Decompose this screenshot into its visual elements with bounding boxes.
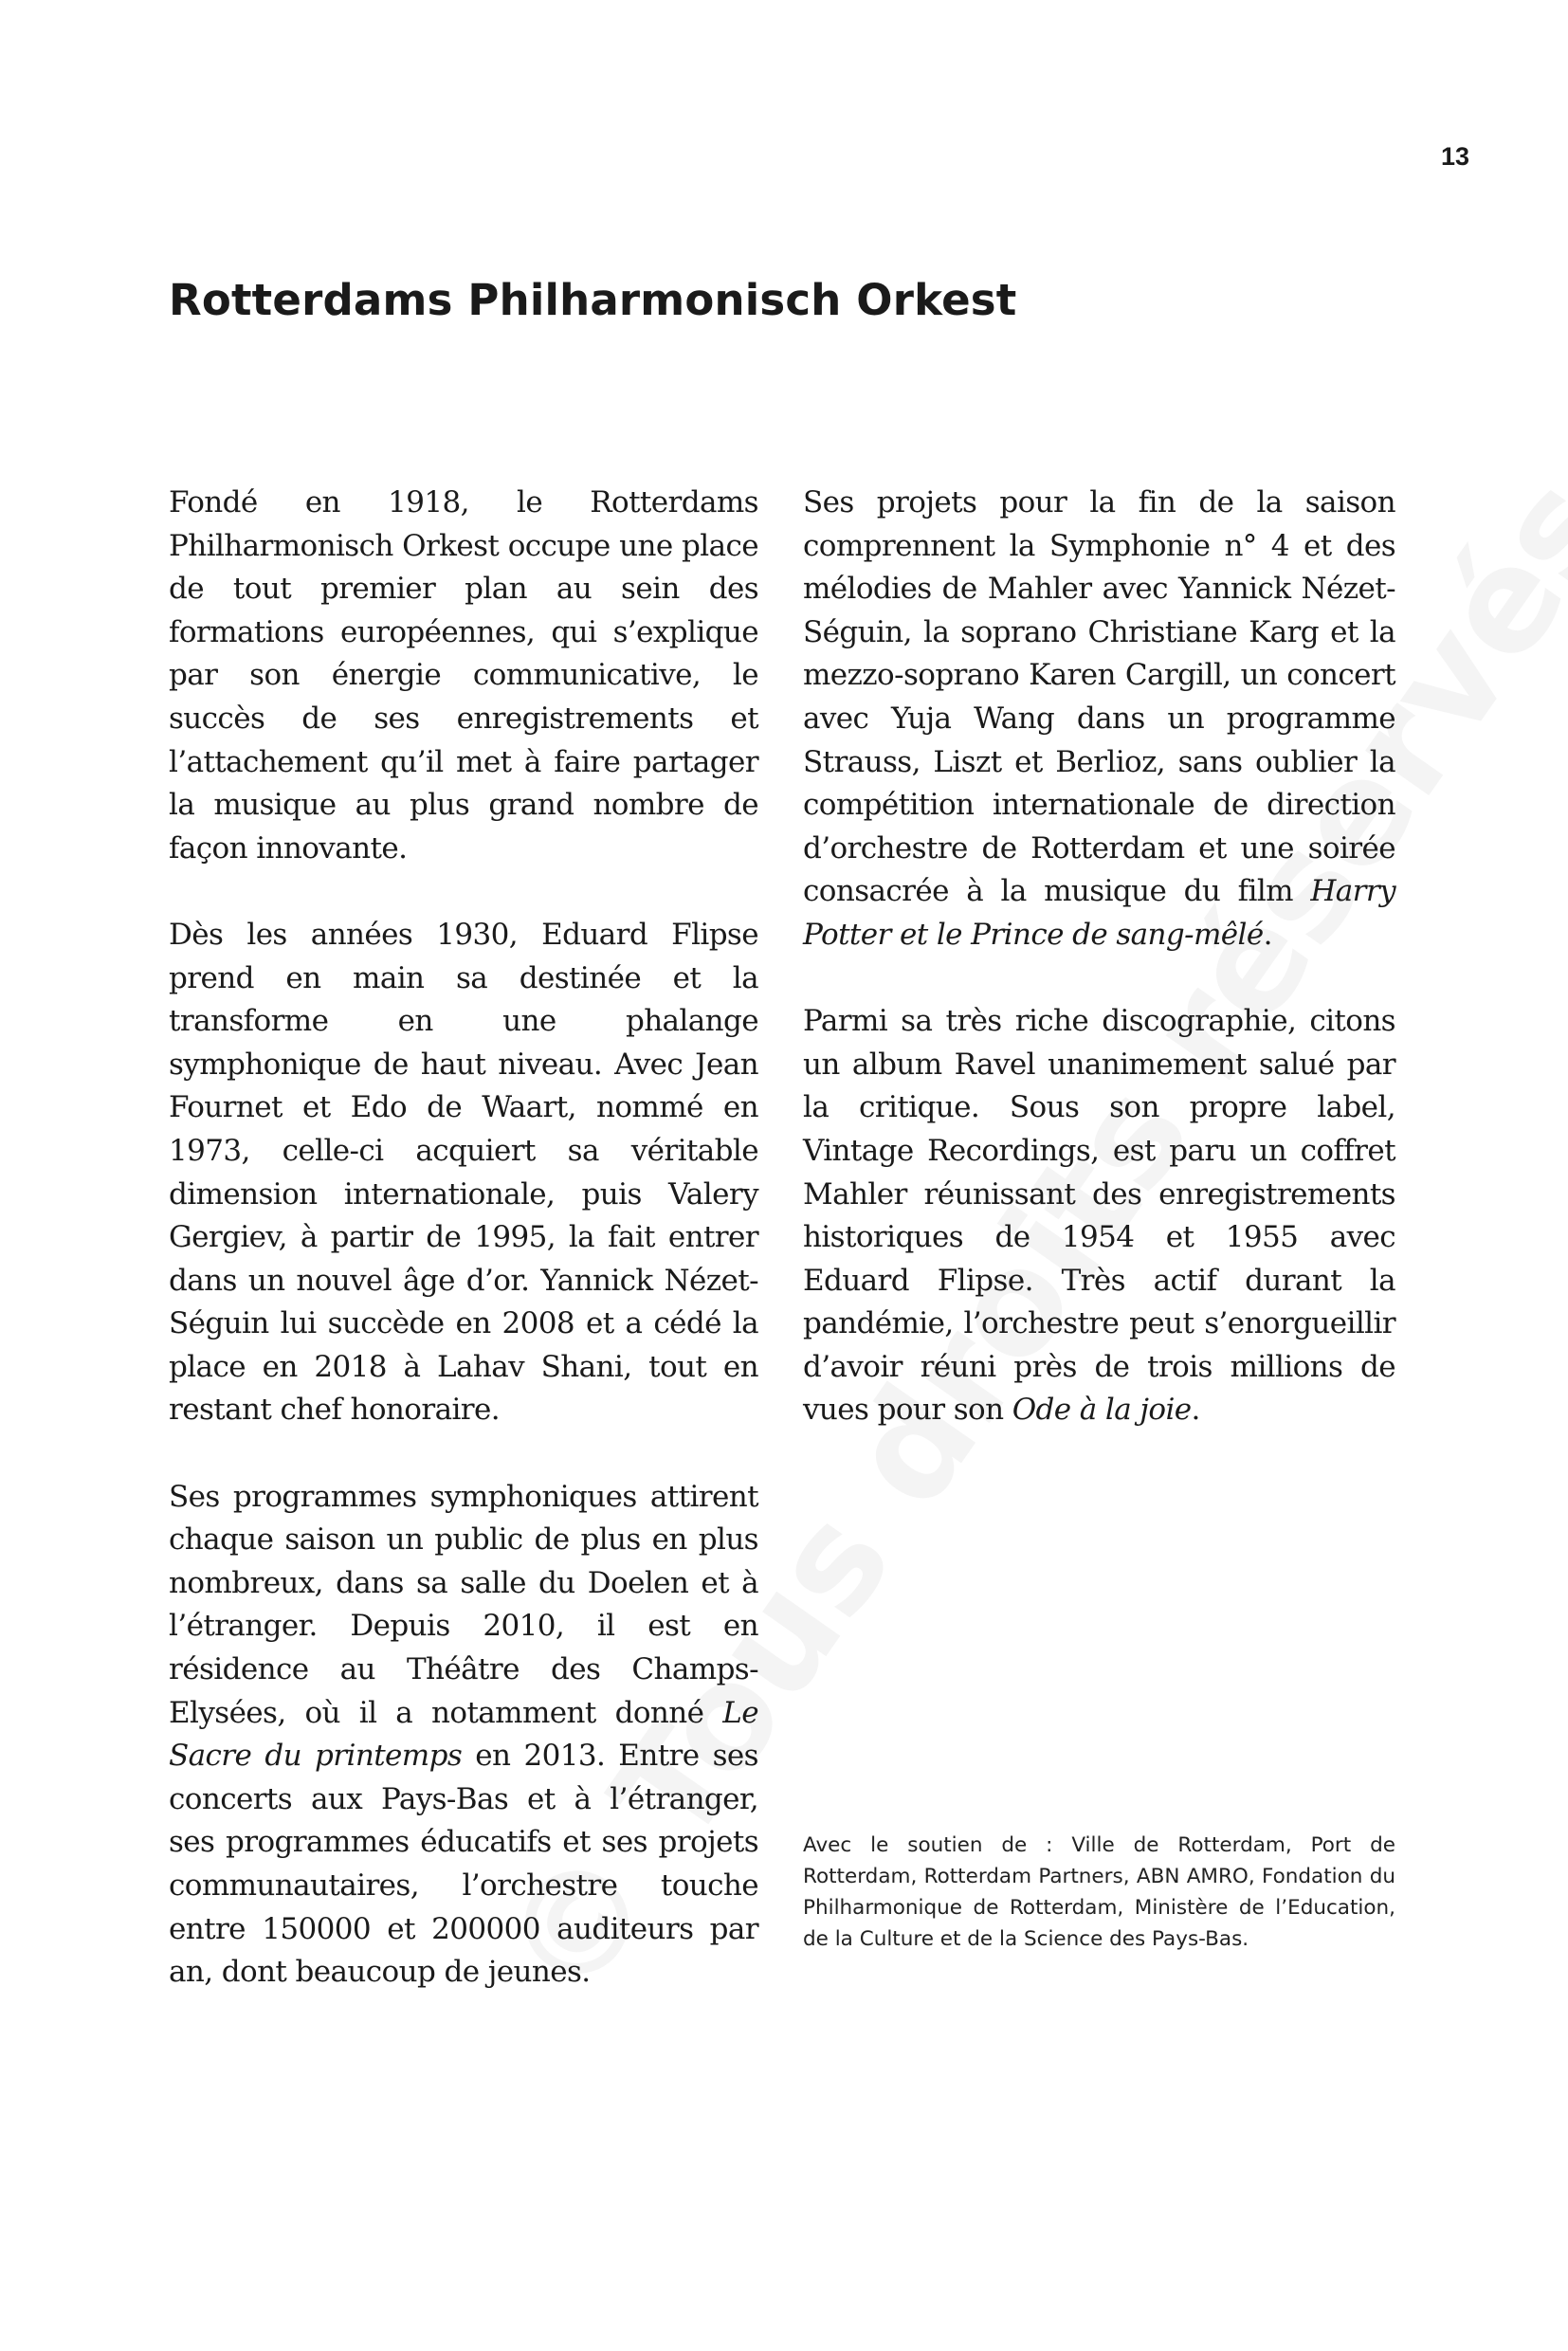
paragraph-projects <box>803 482 1395 957</box>
paragraph-text: Parmi sa très riche discographie, citons un album Ravel unanimement salué par la critique. Sous son propre label, Vintage Recordings, est paru un coffret Mahler réunissant des enregistrements historiques de 1954 et 1955 avec Eduard Flipse. Très actif durant la pandémie, l’orchestre peut s’enorgueillir d’avoir réuni près de trois millions de vues pour son <box>803 1004 1395 1428</box>
paragraph-text: en 2013. Entre ses concerts aux Pays-Bas et à l’étranger, ses programmes éducatifs et ses projets communautaires, l’orchestre touche entre 150000 et 200000 auditeurs par an, dont beaucoup de jeunes. <box>169 1739 758 1990</box>
paragraph-founding: Fondé en 1918, le Rotterdams Philharmonisch Orkest occupe une place de tout premier plan au sein des formations européennes, qui s’explique par son énergie communicative, le succès de ses enregistrements et l’attachement qu’il met à faire partager la musique au plus grand nombre de façon innovante. <box>169 485 758 866</box>
paragraph-text: . <box>1263 917 1272 952</box>
film-title: Harry Potter et le Prince de sang-mêlé <box>803 874 1395 952</box>
left-column <box>169 482 758 1995</box>
support-note: Avec le soutien de : Ville de Rotterdam, Port de Rotterdam, Rotterdam Partners, ABN AMRO, Fondation du Philharmonique de Rotterdam, Ministère de l’Education, de la Culture et de la Science des Pays-Bas. <box>803 1833 1395 1951</box>
work-title: Ode à la joie <box>1012 1393 1192 1428</box>
paragraph-programmes <box>169 1476 758 1995</box>
page-title: Rotterdams Philharmonisch Orkest <box>169 275 1017 325</box>
paragraph-text: Ses projets pour la fin de la saison comprennent la Symphonie n° 4 et des mélodies de Mahler avec Yannick Nézet-Séguin, la soprano Christiane Karg et la mezzo-soprano Karen Cargill, un concert avec Yuja Wang dans un programme Strauss, Liszt et Berlioz, sans oublier la compétition internationale de direction d’orchestre de Rotterdam et une soirée consacrée à la musique du film <box>803 485 1395 909</box>
paragraph-text: . <box>1191 1393 1200 1428</box>
page-number: 13 <box>1440 142 1469 171</box>
right-column <box>803 482 1395 1432</box>
work-title: Le Sacre du printemps <box>169 1695 758 1774</box>
paragraph-discography <box>803 1000 1395 1432</box>
paragraph-text: Ses programmes symphoniques attirent chaque saison un public de plus en plus nombreux, dans sa salle du Doelen et à l’étranger. Depuis 2010, il est en résidence au Théâtre des Champs-Elysées, où il a notamment donné <box>169 1479 758 1730</box>
paragraph-history: Dès les années 1930, Eduard Flipse prend en main sa destinée et la transforme en une phalange symphonique de haut niveau. Avec Jean Fournet et Edo de Waart, nommé en 1973, celle-ci acquiert sa véritable dimension internationale, puis Valery Gergiev, à partir de 1995, la fait entrer dans un nouvel âge d’or. Yannick Nézet-Séguin lui succède en 2008 et a cédé la place en 2018 à Lahav Shani, tout en restant chef honoraire. <box>169 917 758 1428</box>
